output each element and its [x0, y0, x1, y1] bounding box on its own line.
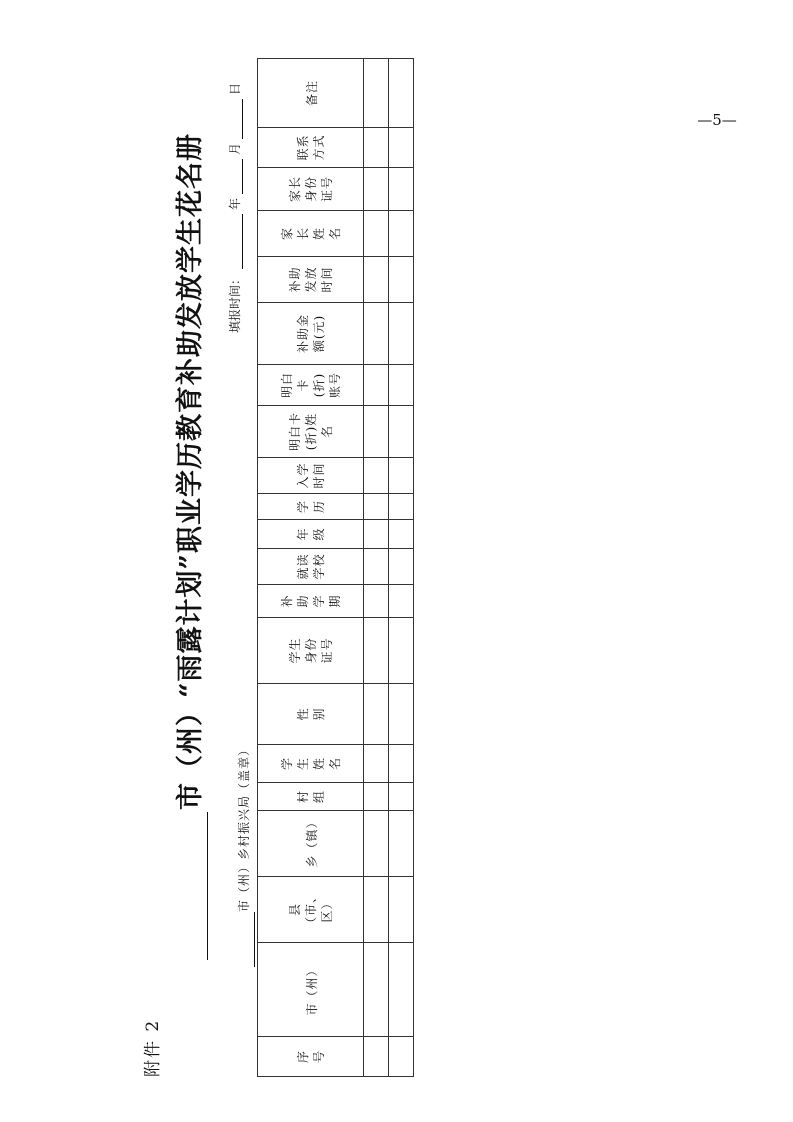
issuing-office-label: 市（州）乡村振兴局（盖章） [237, 742, 251, 912]
table-cell [389, 783, 414, 811]
header-cell [258, 618, 364, 684]
table-cell [389, 549, 414, 585]
table-cell [389, 1037, 414, 1077]
table-cell [389, 520, 414, 549]
table-cell [364, 257, 389, 303]
table-cell [364, 943, 389, 1037]
header-card-account: 明白卡(折)账号 [279, 372, 342, 399]
table-cell [364, 406, 389, 458]
header-cell [258, 406, 364, 458]
table-cell [389, 458, 414, 494]
table-cell [364, 1037, 389, 1077]
header-cell [258, 168, 364, 211]
header-cell [258, 365, 364, 406]
header-serial-number: 序号 [295, 1050, 326, 1064]
table-row [389, 59, 414, 1077]
table-cell [364, 365, 389, 406]
year-blank [229, 214, 243, 269]
header-cell [258, 783, 364, 811]
header-cell [258, 520, 364, 549]
header-cell [258, 257, 364, 303]
header-cell [258, 59, 364, 128]
header-cell [258, 303, 364, 365]
header-cell [258, 745, 364, 783]
table-cell [364, 877, 389, 943]
header-row [258, 59, 364, 1077]
table-cell [364, 59, 389, 128]
table-row [364, 59, 389, 1077]
table-cell [389, 877, 414, 943]
table-cell [389, 811, 414, 877]
fill-time [226, 79, 243, 337]
header-parent-name: 家长姓名 [279, 227, 342, 241]
header-cell [258, 1037, 364, 1077]
table-cell [389, 59, 414, 128]
header-cell [258, 811, 364, 877]
header-grade: 年级 [295, 527, 326, 541]
table-cell [389, 211, 414, 257]
table-cell [389, 943, 414, 1037]
table-cell [364, 585, 389, 618]
table-cell [364, 684, 389, 745]
attachment-label: 附件 2 [143, 1018, 163, 1077]
table-cell [364, 168, 389, 211]
header-student-name: 学生姓名 [279, 757, 342, 771]
table-cell [389, 303, 414, 365]
header-card-holder-name: 明白卡(折)姓名 [287, 412, 334, 452]
header-payment-date: 补助发放时间 [287, 266, 334, 293]
table-cell [389, 365, 414, 406]
page-number: —5— [697, 111, 737, 130]
table-cell [389, 257, 414, 303]
header-county: 县（市、区） [287, 890, 334, 930]
table-cell [364, 549, 389, 585]
header-cell [258, 585, 364, 618]
header-cell [258, 877, 364, 943]
table-cell [389, 128, 414, 168]
student-roster-table [257, 58, 414, 1077]
table-cell [364, 458, 389, 494]
table-cell [389, 494, 414, 520]
table-cell [364, 211, 389, 257]
header-cell [258, 684, 364, 745]
header-student-id-number: 学生身份证号 [287, 637, 334, 664]
subtitle-city-blank [240, 912, 255, 967]
table-cell [364, 745, 389, 783]
table-cell [364, 494, 389, 520]
table-cell [364, 303, 389, 365]
header-enrollment-date: 入学时间 [295, 462, 326, 489]
table-cell [364, 811, 389, 877]
header-remarks: 备注 [305, 80, 319, 107]
header-school: 就读学校 [295, 553, 326, 580]
header-cell [258, 458, 364, 494]
table-body [258, 59, 414, 1077]
table-cell [389, 168, 414, 211]
header-cell [258, 211, 364, 257]
day-label: 日 [228, 82, 242, 95]
header-parent-id-number: 家长身份证号 [287, 176, 334, 203]
header-gender: 性别 [295, 707, 326, 721]
header-village-group: 村组 [295, 790, 326, 804]
header-subsidy-amount: 补助金额(元) [295, 314, 326, 354]
day-blank [229, 99, 243, 139]
year-label: 年 [228, 197, 242, 210]
header-subsidy-term: 补助学期 [279, 594, 342, 608]
table-cell [389, 585, 414, 618]
month-label: 月 [228, 142, 242, 155]
header-contact: 联系方式 [295, 134, 326, 161]
table-cell [389, 406, 414, 458]
table-cell [364, 520, 389, 549]
table-cell [389, 684, 414, 745]
fill-time-label: 填报时间： [228, 272, 242, 333]
page-title: 市（州）“雨露计划”职业学历教育补助发放学生花名册 [175, 132, 206, 810]
header-city: 市（州） [305, 963, 319, 1016]
header-cell [258, 128, 364, 168]
header-cell [258, 494, 364, 520]
table-cell [364, 128, 389, 168]
header-education-level: 学历 [295, 500, 326, 514]
title-city-blank [183, 812, 208, 960]
header-cell [258, 549, 364, 585]
table-cell [389, 618, 414, 684]
header-cell [258, 943, 364, 1037]
table-cell [364, 618, 389, 684]
table-cell [389, 745, 414, 783]
header-town: 乡（镇） [305, 815, 319, 868]
month-blank [229, 159, 243, 194]
table-cell [364, 783, 389, 811]
